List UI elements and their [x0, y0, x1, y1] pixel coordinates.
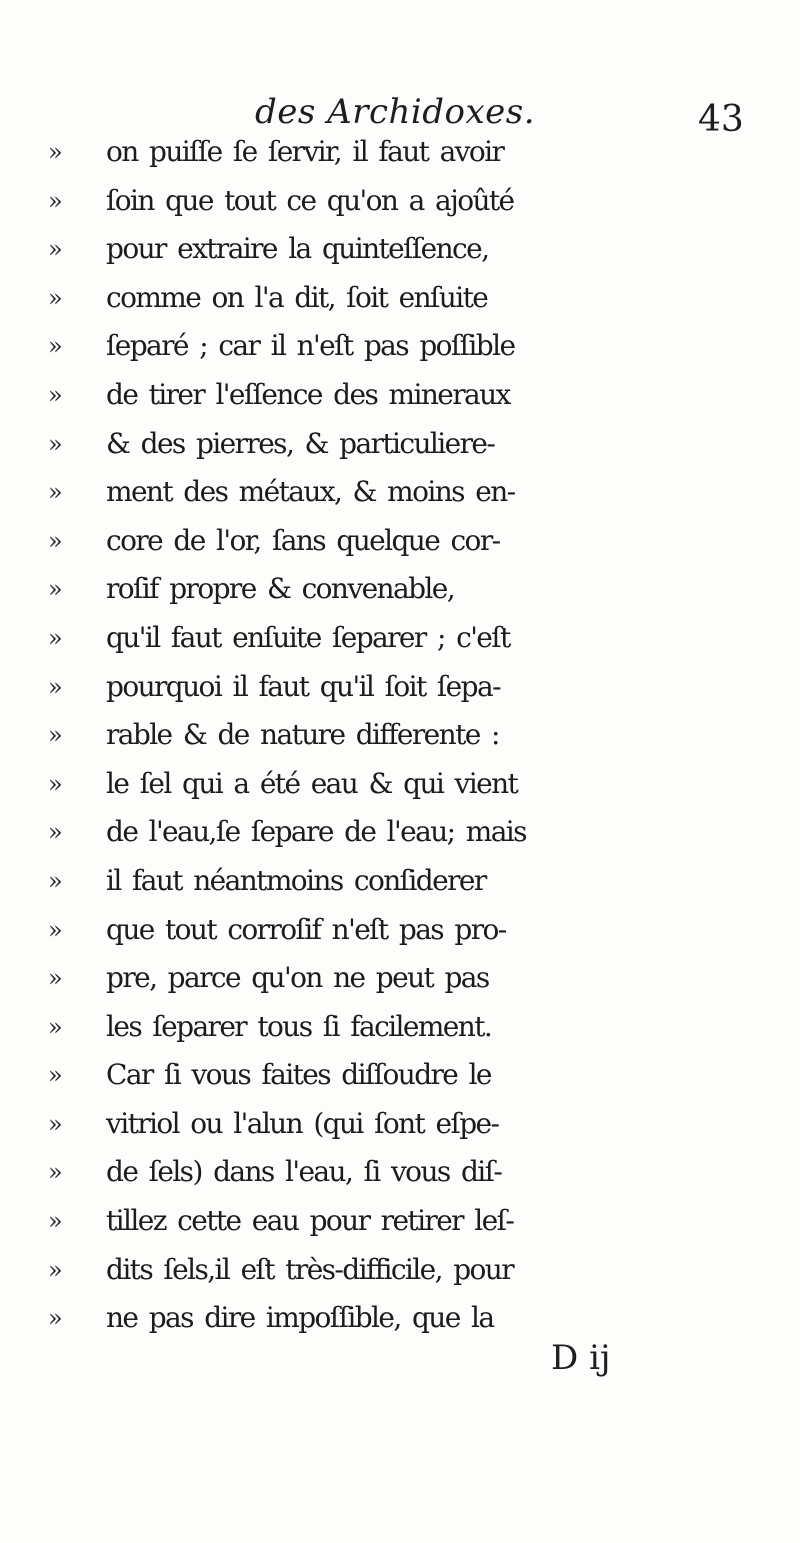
text-line	[0, 663, 800, 712]
quotation-mark: »	[48, 866, 63, 895]
text-line	[0, 1197, 800, 1246]
line-text: le ſel qui a été eau & qui vient	[106, 766, 518, 800]
line-text: les ſeparer tous ſi facilement.	[106, 1009, 492, 1043]
line-text: core de l'or, ſans quelque cor-	[106, 523, 500, 557]
quotation-mark: »	[48, 915, 63, 944]
line-text: que tout corroſif n'eſt pas pro-	[106, 912, 506, 946]
text-line	[0, 1003, 800, 1052]
page-number: 43	[698, 99, 744, 140]
line-text: ne pas dire impoſſible, que la	[106, 1301, 494, 1335]
text-line	[0, 420, 800, 469]
quotation-mark: »	[48, 138, 63, 166]
text-line	[0, 225, 800, 274]
text-line	[0, 565, 800, 614]
text-line	[0, 614, 800, 663]
text-line	[0, 177, 800, 226]
line-text: de tirer l'eſſence des mineraux	[106, 377, 510, 411]
line-text: roſif propre & convenable,	[106, 572, 455, 606]
line-text: ment des métaux, & moins en-	[106, 475, 515, 509]
text-line	[0, 1246, 800, 1295]
line-text: dits ſels,il eſt très-difficile, pour	[106, 1252, 514, 1286]
line-text: de l'eau,ſe ſepare de l'eau; mais	[106, 815, 526, 849]
running-head: des Archidoxes.	[255, 92, 536, 132]
quotation-mark: »	[48, 964, 63, 993]
text-line	[0, 1100, 800, 1149]
line-text: on puiſſe ſe ſervir, il faut avoir	[106, 135, 504, 168]
body-text	[0, 128, 800, 1343]
quotation-mark: »	[48, 235, 63, 264]
quotation-mark: »	[48, 283, 63, 312]
text-line	[0, 760, 800, 809]
text-line	[0, 954, 800, 1003]
text-line	[0, 468, 800, 517]
line-text: rable & de nature differente :	[106, 718, 499, 752]
text-line	[0, 517, 800, 566]
quotation-mark: »	[48, 332, 63, 361]
quotation-mark: »	[48, 1061, 63, 1090]
quotation-mark: »	[48, 1012, 63, 1041]
quotation-mark: »	[48, 1304, 63, 1333]
text-line	[0, 371, 800, 420]
line-text: tillez cette eau pour retirer leſ-	[106, 1204, 514, 1238]
text-line	[0, 1051, 800, 1100]
text-line	[0, 322, 800, 371]
quotation-mark: »	[48, 429, 63, 458]
quotation-mark: »	[48, 1158, 63, 1187]
text-line	[0, 1294, 800, 1343]
text-line	[0, 128, 800, 177]
quotation-mark: »	[48, 721, 63, 750]
signature-mark: D ij	[551, 1338, 611, 1378]
line-text: pre, parce qu'on ne peut pas	[106, 961, 489, 995]
line-text: il faut néantmoins conſiderer	[106, 863, 486, 897]
quotation-mark: »	[48, 1207, 63, 1236]
quotation-mark: »	[48, 818, 63, 847]
line-text: & des pierres, & particuliere-	[106, 426, 495, 460]
quotation-mark: »	[48, 1255, 63, 1284]
quotation-mark: »	[48, 526, 63, 555]
text-line	[0, 808, 800, 857]
quotation-mark: »	[48, 769, 63, 798]
line-text: qu'il faut enſuite ſeparer ; c'eſt	[106, 620, 510, 654]
quotation-mark: »	[48, 575, 63, 604]
line-text: pour extraire la quinteſſence,	[106, 232, 489, 266]
quotation-mark: »	[48, 380, 63, 409]
line-text: Car ſi vous faites diſſoudre le	[106, 1058, 491, 1092]
text-line	[0, 906, 800, 955]
line-text: pourquoi il faut qu'il ſoit ſepa-	[106, 669, 500, 703]
line-text: de ſels) dans l'eau, ſi vous diſ-	[106, 1155, 502, 1189]
quotation-mark: »	[48, 623, 63, 652]
text-line	[0, 1148, 800, 1197]
quotation-mark: »	[48, 478, 63, 507]
line-text: ſoin que tout ce qu'on a ajoûté	[106, 183, 514, 217]
text-line	[0, 711, 800, 760]
text-line	[0, 274, 800, 323]
quotation-mark: »	[48, 1109, 63, 1138]
quotation-mark: »	[48, 186, 63, 215]
line-text: vitriol ou l'alun (qui ſont eſpe-	[106, 1106, 499, 1140]
text-line	[0, 857, 800, 906]
quotation-mark: »	[48, 672, 63, 701]
line-text: comme on l'a dit, ſoit enſuite	[106, 280, 488, 314]
line-text: ſeparé ; car il n'eſt pas poſſible	[106, 329, 515, 363]
